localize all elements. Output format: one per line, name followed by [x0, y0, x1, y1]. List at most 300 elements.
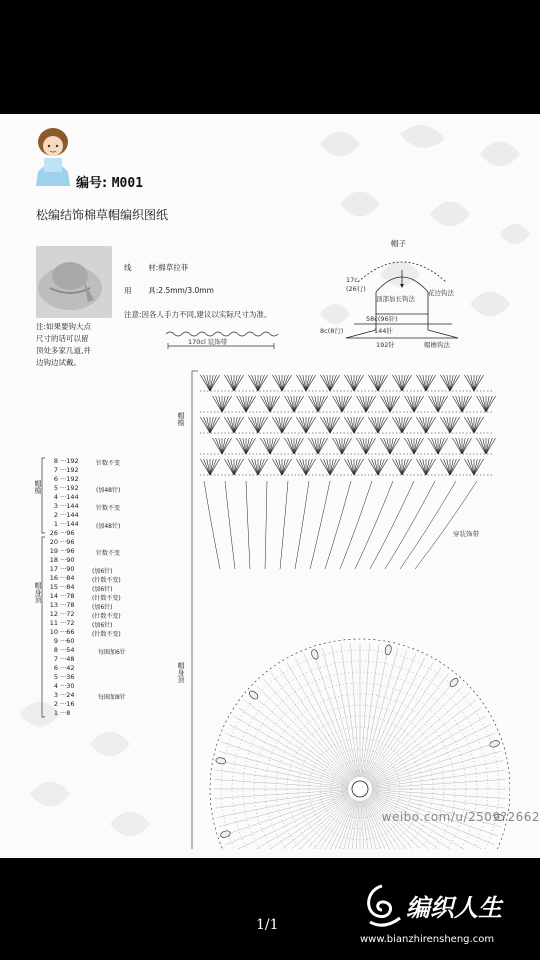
crown-spoke [257, 797, 352, 849]
crown-spoke [350, 643, 359, 777]
brim-fan-stitch [288, 396, 294, 412]
row-note: (加48针) [96, 487, 121, 494]
crown-spoke [215, 791, 348, 808]
crown-spoke [369, 693, 470, 781]
brand-logo[interactable] [360, 882, 536, 946]
row-stitches: ···96 [58, 547, 75, 555]
brim-fan-stitch [300, 375, 306, 391]
mascot-girl-icon [30, 122, 76, 192]
row-count-item [44, 673, 75, 682]
crown-spoke [215, 770, 348, 787]
connecting-strand [415, 481, 477, 569]
row-count-item [44, 511, 79, 520]
row-number: 19 [49, 547, 58, 555]
row-number: 26 [49, 529, 58, 537]
row-number: 1 [53, 520, 58, 528]
connecting-strand [204, 481, 220, 569]
label-deco-method: 花边钩法 [428, 289, 454, 297]
crown-spoke [341, 801, 358, 849]
row-note: 针数不变 [96, 550, 121, 557]
brim-fan-stitch [372, 417, 378, 433]
connecting-strand [310, 481, 330, 569]
brim-fan-stitch [414, 438, 420, 454]
row-stitches: ···30 [58, 682, 75, 690]
brim-fan-stitch [384, 438, 390, 454]
brim-fan-stitch [216, 396, 222, 412]
brim-fan-stitch [366, 396, 372, 412]
brim-fan-stitch [228, 459, 234, 475]
brim-fan-stitch [396, 375, 402, 391]
edge-leaf-motif [384, 644, 392, 655]
connecting-strand [225, 481, 235, 569]
crown-spoke [372, 779, 506, 788]
hat-photo [36, 246, 112, 318]
row-count-item [44, 601, 75, 610]
brim-fan-stitch [234, 417, 240, 433]
row-note: (加6针) [92, 604, 113, 611]
brim-fan-stitch [360, 396, 366, 412]
page-indicator: 1/1 [256, 917, 279, 933]
crown-spoke [370, 716, 486, 783]
row-number: 6 [53, 664, 58, 672]
brim-fan-stitch [426, 375, 432, 391]
brim-fan-stitch [456, 396, 462, 412]
brim-fan-stitch [258, 417, 264, 433]
brim-fan-stitch [432, 438, 438, 454]
row-number: 14 [49, 592, 58, 600]
row-stitches: ···8 [58, 709, 71, 717]
row-count-item [44, 466, 79, 475]
pattern-subtitle: 松编结饰棉草帽编织图纸 [36, 208, 169, 222]
brim-fan-stitch [204, 417, 210, 433]
row-number: 11 [49, 619, 58, 627]
row-stitches: ···72 [58, 619, 75, 627]
brim-fan-stitch [204, 375, 210, 391]
brim-fan-stitch [234, 375, 240, 391]
brim-fan-stitch [330, 417, 336, 433]
row-count-item [44, 619, 75, 628]
brim-fan-stitch [426, 459, 432, 475]
crown-spoke [341, 644, 358, 777]
crown-spoke [222, 742, 349, 785]
label-17c: 17c [346, 276, 358, 284]
brim-fan-stitch [228, 375, 234, 391]
row-stitches: ···144 [58, 502, 79, 510]
brim-fan-stitch [462, 438, 468, 454]
rows-top-label: 帽身顶 [34, 582, 42, 603]
brim-fan-stitch [318, 438, 324, 454]
connecting-strand [295, 481, 309, 569]
edge-leaf-motif [220, 830, 231, 839]
tool-row [124, 285, 214, 296]
brim-fan-stitch [222, 438, 228, 454]
row-number: 4 [53, 493, 58, 501]
brim-fan-stitch [444, 417, 450, 433]
brim-fan-stitch [474, 375, 480, 391]
row-count-item [44, 691, 75, 700]
brim-fan-stitch [270, 396, 276, 412]
row-count-item [44, 520, 79, 529]
brim-fan-stitch [252, 417, 258, 433]
brim-fan-stitch [216, 438, 222, 454]
row-note: 每圈加6针 [98, 649, 126, 656]
brim-fan-stitch [282, 375, 288, 391]
crown-spoke [370, 700, 476, 782]
brim-fan-stitch [348, 375, 354, 391]
crown-spoke [371, 742, 498, 785]
crown-spoke [244, 700, 350, 782]
brim-fan-stitch [210, 375, 216, 391]
brim-fan-stitch [486, 438, 492, 454]
brim-fan-stitch [210, 459, 216, 475]
row-count-item [44, 574, 75, 583]
brim-fan-stitch [486, 396, 492, 412]
brim-fan-stitch [354, 375, 360, 391]
crown-spoke [250, 797, 351, 849]
crown-spoke [219, 792, 348, 827]
row-stitches: ···144 [58, 520, 79, 528]
row-stitches: ···192 [58, 457, 79, 465]
row-number: 7 [53, 655, 58, 663]
brim-fan-stitch [300, 417, 306, 433]
crown-spoke [365, 654, 416, 778]
crown-spoke [372, 751, 501, 786]
row-count-item [44, 610, 75, 619]
brim-fan-stitch [480, 396, 486, 412]
brim-fan-stitch [294, 438, 300, 454]
size-note: 注意:因各人手力不同,建议以实际尺寸为准。 [124, 310, 272, 319]
brim-fan-stitch [426, 417, 432, 433]
brim-fan-stitch [414, 396, 420, 412]
crown-spoke [363, 648, 398, 777]
brim-fan-stitch [282, 459, 288, 475]
row-number: 20 [49, 538, 58, 546]
brim-fan-stitch [312, 438, 318, 454]
brim-fan-stitch [336, 396, 342, 412]
row-count-item [44, 484, 79, 493]
brim-fan-stitch [420, 459, 426, 475]
rows-brim-label: 帽檐 [34, 480, 42, 494]
row-number: 3 [53, 691, 58, 699]
label-58c: 58c(96针) [366, 315, 398, 323]
row-note: (针数不变) [92, 631, 121, 638]
crown-spoke [222, 793, 349, 836]
row-number: 3 [53, 502, 58, 510]
row-number: 13 [49, 601, 58, 609]
brim-fan-stitch [264, 396, 270, 412]
brim-fan-stitch [450, 459, 456, 475]
top-black-bar [0, 0, 540, 114]
row-stitches: ···84 [58, 583, 75, 591]
row-count-item [44, 646, 75, 655]
row-number: 10 [49, 628, 58, 636]
brim-fan-stitch [468, 375, 474, 391]
crown-spoke [225, 794, 349, 845]
brim-fan-stitch [270, 438, 276, 454]
row-number: 5 [53, 673, 58, 681]
crown-spoke [368, 686, 463, 781]
brim-fan-stitch [252, 459, 258, 475]
hat-diagram-title: 帽子 [391, 239, 406, 248]
row-number: 4 [53, 682, 58, 690]
row-count-item [44, 529, 75, 538]
row-stitches: ···78 [58, 601, 75, 609]
pattern-code-title [76, 172, 143, 191]
crown-spoke [239, 796, 350, 849]
crown-spoke [250, 693, 351, 781]
brim-fan-stitch [306, 375, 312, 391]
row-number: 15 [49, 583, 58, 591]
row-stitches: ···144 [58, 493, 79, 501]
brim-fan-stitch [258, 375, 264, 391]
trim-length-label [188, 337, 227, 346]
brim-fan-stitch [276, 459, 282, 475]
weibo-watermark: weibo.com/u/2509?2662 [381, 810, 540, 824]
trim-length: 170cl [188, 338, 206, 346]
label-144: 144针 [374, 327, 393, 335]
crown-spoke [287, 663, 354, 779]
row-number: 7 [53, 466, 58, 474]
row-stitches: ···54 [58, 646, 75, 654]
brim-fan-stitch [402, 417, 408, 433]
brim-fan-stitch [360, 438, 366, 454]
row-number: 2 [53, 700, 58, 708]
crown-spoke [264, 679, 352, 780]
trim-name: 装饰带 [207, 338, 228, 346]
row-number: 1 [53, 709, 58, 717]
row-stitches: ···144 [58, 511, 79, 519]
brim-fan-stitch [462, 396, 468, 412]
crown-spoke [271, 673, 353, 779]
brim-fan-stitch [396, 459, 402, 475]
row-note: (加6针) [92, 622, 113, 629]
brim-fan-stitch [456, 438, 462, 454]
chart-decor-label: 穿装饰带 [453, 530, 479, 538]
crown-spoke [372, 790, 506, 799]
row-number: 5 [53, 484, 58, 492]
crown-spoke [313, 651, 356, 778]
connecting-strand [370, 481, 414, 569]
brim-fan-stitch [336, 438, 342, 454]
brim-fan-stitch [354, 459, 360, 475]
brim-fan-stitch [366, 438, 372, 454]
row-note: (加6针) [92, 568, 113, 575]
connecting-strand [385, 481, 435, 569]
crown-spoke [372, 791, 505, 808]
crown-spoke [362, 644, 379, 777]
crown-spoke [225, 733, 349, 784]
brim-fan-stitch [228, 417, 234, 433]
row-note: (加6针) [92, 586, 113, 593]
row-count-item [44, 502, 79, 511]
row-list-bracket [40, 457, 46, 719]
row-stitches: ···42 [58, 664, 75, 672]
row-count-item [44, 682, 75, 691]
brim-fan-stitch [330, 375, 336, 391]
brim-fan-stitch [396, 417, 402, 433]
brim-fan-stitch [330, 459, 336, 475]
row-note: 每圈加8针 [98, 694, 126, 701]
brim-fan-stitch [324, 417, 330, 433]
tool-label: 用 [124, 286, 132, 295]
row-count-item [44, 592, 75, 601]
edge-leaf-motif [489, 739, 500, 748]
crown-spoke [287, 799, 354, 849]
brim-fan-stitch [222, 396, 228, 412]
chart-brim-label: 帽檐 [177, 412, 185, 426]
brim-fan-stitch [342, 396, 348, 412]
brim-fan-stitch [372, 375, 378, 391]
row-stitches: ···96 [58, 529, 75, 537]
row-stitches: ···48 [58, 655, 75, 663]
row-count-item [44, 664, 75, 673]
row-count-item [44, 565, 75, 574]
brim-fan-stitch [306, 417, 312, 433]
row-stitches: ···78 [58, 592, 75, 600]
row-count-item [44, 655, 75, 664]
row-number: 17 [49, 565, 58, 573]
row-stitches: ···90 [58, 565, 75, 573]
code-value: M001 [111, 176, 144, 191]
label-8c: 8c(8行) [320, 327, 344, 335]
row-note: 针数不变 [96, 460, 121, 467]
brim-fan-stitch [378, 375, 384, 391]
row-count-item [44, 583, 75, 592]
crown-spoke [366, 663, 433, 779]
brim-fan-stitch [480, 438, 486, 454]
brim-fan-stitch [420, 375, 426, 391]
yarn-value: 材:棉草拉菲 [148, 263, 189, 272]
crown-spoke [219, 751, 348, 786]
row-number: 12 [49, 610, 58, 618]
row-number: 16 [49, 574, 58, 582]
brim-fan-stitch [264, 438, 270, 454]
crown-spoke [372, 770, 505, 787]
crown-spoke [257, 686, 352, 781]
brim-fan-stitch [354, 417, 360, 433]
connecting-strand [325, 481, 351, 569]
row-number: 6 [53, 475, 58, 483]
brim-fan-stitch [240, 438, 246, 454]
row-count-item [44, 709, 70, 718]
brim-fan-stitch [240, 396, 246, 412]
row-stitches: ···192 [58, 484, 79, 492]
brim-fan-stitch [312, 396, 318, 412]
crown-spoke [366, 799, 433, 849]
row-count-item [44, 700, 75, 709]
connecting-strand [355, 481, 393, 569]
brim-fan-stitch [294, 396, 300, 412]
row-note: (加48针) [96, 523, 121, 530]
crown-center-ring [352, 781, 368, 797]
row-stitch-count-list [44, 457, 154, 717]
brim-fan-stitch [246, 396, 252, 412]
row-number: 18 [49, 556, 58, 564]
crown-spoke [367, 673, 449, 779]
row-stitches: ···16 [58, 700, 75, 708]
row-stitches: ···72 [58, 610, 75, 618]
row-number: 8 [53, 457, 58, 465]
brim-fan-stitch [276, 417, 282, 433]
brim-fan-stitch [450, 417, 456, 433]
row-stitches: ···60 [58, 637, 75, 645]
row-stitches: ···36 [58, 673, 75, 681]
brim-fan-stitch [444, 375, 450, 391]
connecting-strand [265, 481, 267, 569]
crown-spoke [214, 790, 348, 799]
brim-fan-stitch [408, 396, 414, 412]
brim-fan-stitch [348, 459, 354, 475]
row-stitches: ···96 [58, 538, 75, 546]
pattern-page[interactable] [0, 114, 540, 858]
brim-fan-stitch [444, 459, 450, 475]
brim-fan-stitch [438, 396, 444, 412]
yarn-label: 线 [124, 263, 132, 272]
hat-photo-illustration [36, 246, 112, 318]
brim-fan-stitch [402, 459, 408, 475]
brim-fan-stitch [204, 459, 210, 475]
crown-spoke [234, 716, 350, 783]
code-label: 编号: [76, 176, 108, 191]
brim-fan-stitch [432, 396, 438, 412]
crown-spoke [244, 796, 350, 849]
crown-spoke [239, 708, 350, 782]
row-stitches: ···192 [58, 475, 79, 483]
brim-fan-stitch [282, 417, 288, 433]
crown-spoke [370, 708, 481, 782]
brim-fan-stitch [324, 459, 330, 475]
brim-fan-stitch [384, 396, 390, 412]
row-count-item [44, 556, 75, 565]
row-note: (针数不变) [92, 595, 121, 602]
brand-url: www.bianzhirensheng.com [360, 934, 495, 945]
crown-spoke [362, 801, 379, 849]
crown-spoke [214, 779, 348, 788]
chart-body-label: 帽身顶 [177, 662, 185, 683]
brim-fan-stitch [372, 459, 378, 475]
brim-fan-stitch [210, 417, 216, 433]
label-rows: (26行) [346, 285, 366, 293]
row-stitches: ···84 [58, 574, 75, 582]
edge-leaf-motif [448, 677, 459, 688]
brim-fan-stitch [276, 375, 282, 391]
brim-fan-stitch [420, 417, 426, 433]
connecting-strand [280, 481, 288, 569]
crown-spoke [361, 643, 370, 777]
brim-fan-stitch [474, 459, 480, 475]
left-note: 注:如果要钩大点尺寸的话可以留顶处多家几道,并边钩边试戴。 [36, 322, 92, 367]
crown-spoke [368, 679, 456, 780]
label-brim-method: 帽檐钩法 [424, 341, 450, 349]
brim-fan-stitch [342, 438, 348, 454]
swirl-logo-icon [360, 882, 404, 932]
brim-fan-stitch [474, 417, 480, 433]
brim-fan-stitch [324, 375, 330, 391]
brim-fan-stitch [234, 459, 240, 475]
row-count-item [44, 538, 75, 547]
brim-fan-stitch [438, 438, 444, 454]
connecting-strand [246, 481, 250, 569]
brim-fan-stitch [252, 375, 258, 391]
row-count-item [44, 628, 75, 637]
brim-fan-stitch [408, 438, 414, 454]
crochet-stitch-chart [180, 369, 510, 849]
brim-fan-stitch [402, 375, 408, 391]
row-number: 8 [53, 646, 58, 654]
brim-fan-stitch [390, 396, 396, 412]
row-stitches: ···90 [58, 556, 75, 564]
row-count-item [44, 547, 75, 556]
